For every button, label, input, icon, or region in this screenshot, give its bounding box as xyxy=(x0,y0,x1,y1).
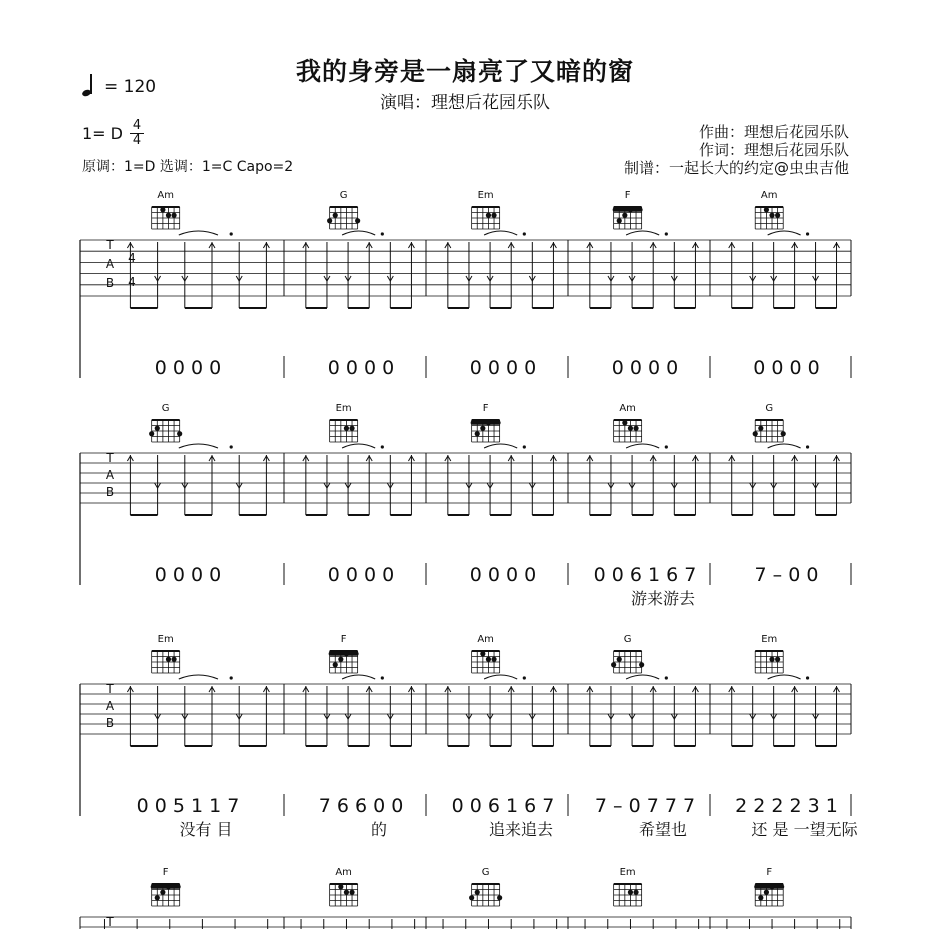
tab-letter-t: T xyxy=(106,238,114,252)
tempo-value: = 120 xyxy=(104,77,157,97)
chord-finger-dot xyxy=(344,426,349,431)
tab-system xyxy=(80,675,859,839)
staccato-dot xyxy=(523,232,526,235)
chord-finger-dot xyxy=(155,426,160,431)
chord-finger-dot xyxy=(491,213,496,218)
chord-finger-dot xyxy=(349,890,354,895)
chord-name: Am xyxy=(157,190,174,201)
chord-finger-dot xyxy=(622,213,627,218)
tab-system xyxy=(80,915,851,929)
tab-letter-t: T xyxy=(106,451,114,465)
chord-finger-dot xyxy=(633,426,638,431)
chord-finger-dot xyxy=(475,431,480,436)
chord-nut xyxy=(330,206,358,208)
staccato-dot xyxy=(381,232,384,235)
chord-diagram-am xyxy=(614,403,642,442)
jianpu-notes: 0 0 0 0 xyxy=(611,357,679,379)
chord-finger-dot xyxy=(166,657,171,662)
chord-diagram-g xyxy=(327,190,360,229)
chord-name: Am xyxy=(760,190,778,201)
staccato-dot xyxy=(806,676,809,679)
chord-finger-dot xyxy=(333,213,338,218)
staccato-dot xyxy=(381,676,384,679)
tab-letter-a: A xyxy=(105,468,115,482)
chord-name: G xyxy=(339,190,348,201)
chord-name: Am xyxy=(619,403,636,414)
jianpu-notes: 0 0 6 1 6 7 xyxy=(593,564,697,586)
jianpu-notes: 0 0 0 0 xyxy=(327,357,395,379)
chord-finger-dot xyxy=(617,657,622,662)
tab-timesig-top: 4 xyxy=(128,251,136,265)
chord-finger-dot xyxy=(475,890,480,895)
chord-diagram-am xyxy=(755,190,783,229)
tie-mark xyxy=(484,231,517,235)
chord-name: F xyxy=(624,190,631,201)
chord-finger-dot xyxy=(480,426,485,431)
tie-mark xyxy=(768,675,801,679)
chord-finger-dot xyxy=(628,207,633,212)
jianpu-notes: 0 0 0 0 xyxy=(753,357,820,379)
chord-name: G xyxy=(623,634,632,645)
staccato-dot xyxy=(523,445,526,448)
lyricist-credit: 作词：理想后花园乐队 xyxy=(698,141,849,159)
staccato-dot xyxy=(806,445,809,448)
chord-nut xyxy=(755,883,783,885)
chord-name: F xyxy=(482,403,489,414)
jianpu-notes: 0 0 0 0 xyxy=(469,564,537,586)
jianpu-notes: 7 – 0 7 7 7 xyxy=(594,795,696,817)
lyric-text: 游来游去 xyxy=(630,589,696,608)
chord-diagram-f xyxy=(329,634,359,673)
chord-name: Em xyxy=(477,190,494,201)
lyric-text: 还 是 一望无际 xyxy=(751,820,858,839)
chord-finger-dot xyxy=(160,890,165,895)
chord-finger-dot xyxy=(155,895,160,900)
jianpu-notes: 0 0 0 0 xyxy=(327,564,395,586)
chord-finger-dot xyxy=(486,657,491,662)
chord-finger-dot xyxy=(628,426,633,431)
chord-diagram-g xyxy=(611,634,644,673)
chord-barre xyxy=(613,208,643,212)
chord-finger-dot xyxy=(611,662,616,667)
chord-name: Em xyxy=(761,634,778,645)
tab-system xyxy=(80,231,851,379)
tab-letter-a: A xyxy=(105,699,115,713)
chord-nut xyxy=(614,650,642,652)
tie-mark xyxy=(342,444,375,448)
chord-nut xyxy=(472,883,500,885)
jianpu-notes: 0 0 0 0 xyxy=(469,357,537,379)
chord-barre xyxy=(471,421,501,425)
chord-nut xyxy=(330,650,358,652)
chord-diagram-em xyxy=(152,634,180,673)
chord-finger-dot xyxy=(149,431,154,436)
staccato-dot xyxy=(665,232,668,235)
chord-finger-dot xyxy=(758,426,763,431)
composer-credit: 作曲：理想后花园乐队 xyxy=(698,123,849,141)
tie-mark xyxy=(626,675,659,679)
chord-finger-dot xyxy=(639,662,644,667)
chord-name: Am xyxy=(477,634,494,645)
chord-finger-dot xyxy=(166,884,171,889)
chord-nut xyxy=(614,883,642,885)
staccato-dot xyxy=(230,676,233,679)
chord-finger-dot xyxy=(344,890,349,895)
chord-diagram-am xyxy=(152,190,180,229)
chord-nut xyxy=(152,206,180,208)
chord-finger-dot xyxy=(617,218,622,223)
tie-mark xyxy=(179,231,218,235)
chord-finger-dot xyxy=(764,890,769,895)
chord-diagram-f xyxy=(471,403,501,442)
tab-letter-b: B xyxy=(105,716,115,730)
jianpu-notes: 2 2 2 2 3 1 xyxy=(735,795,838,817)
chord-name: G xyxy=(765,403,774,414)
staccato-dot xyxy=(230,445,233,448)
chord-finger-dot xyxy=(171,213,176,218)
arranger-credit: 制谱：一起长大的约定@虫虫吉他 xyxy=(623,159,849,177)
tie-mark xyxy=(484,444,517,448)
chord-barre xyxy=(754,885,784,889)
chord-diagram-g xyxy=(149,403,182,442)
singer-line: 演唱：理想后花园乐队 xyxy=(380,93,550,113)
chord-finger-dot xyxy=(753,431,758,436)
chord-name: Em xyxy=(619,867,636,878)
chord-nut xyxy=(472,419,500,421)
chord-name: Em xyxy=(157,634,174,645)
chord-finger-dot xyxy=(769,657,774,662)
tab-letter-t: T xyxy=(106,915,114,929)
chord-finger-dot xyxy=(177,431,182,436)
chord-name: F xyxy=(340,634,347,645)
chord-diagram-am xyxy=(472,634,500,673)
staccato-dot xyxy=(806,232,809,235)
chord-diagram-am xyxy=(330,867,358,906)
chord-finger-dot xyxy=(338,657,343,662)
chord-nut xyxy=(330,883,358,885)
chord-finger-dot xyxy=(171,657,176,662)
chord-finger-dot xyxy=(622,420,627,425)
tie-mark xyxy=(626,444,659,448)
chord-diagram-em xyxy=(755,634,783,673)
jianpu-notes: 0 0 0 0 xyxy=(154,357,222,379)
chord-nut xyxy=(755,206,783,208)
lyric-text: 希望也 xyxy=(638,820,688,839)
staccato-dot xyxy=(381,445,384,448)
chord-finger-dot xyxy=(480,651,485,656)
tie-mark xyxy=(484,675,517,679)
tie-mark xyxy=(342,675,375,679)
chord-nut xyxy=(614,206,642,208)
chord-finger-dot xyxy=(769,213,774,218)
chord-finger-dot xyxy=(338,884,343,889)
chord-diagram-f xyxy=(151,867,181,906)
lyric-text: 追来追去 xyxy=(488,820,554,839)
chord-diagram-em xyxy=(472,190,500,229)
chord-finger-dot xyxy=(160,207,165,212)
tab-letter-b: B xyxy=(105,276,115,291)
staccato-dot xyxy=(665,676,668,679)
chord-nut xyxy=(614,419,642,421)
chord-finger-dot xyxy=(497,895,502,900)
chord-diagram-em xyxy=(330,403,358,442)
chord-finger-dot xyxy=(628,890,633,895)
chord-name: F xyxy=(766,867,773,878)
lyric-text: 没有 目 xyxy=(179,820,233,839)
chord-finger-dot xyxy=(355,218,360,223)
chord-nut xyxy=(152,419,180,421)
tab-timesig-bottom: 4 xyxy=(128,275,136,289)
chord-barre xyxy=(329,652,359,656)
chord-finger-dot xyxy=(775,657,780,662)
chord-nut xyxy=(330,419,358,421)
tab-letter-b: B xyxy=(105,485,115,499)
chord-nut xyxy=(472,650,500,652)
tab-system xyxy=(80,444,851,608)
chord-finger-dot xyxy=(486,420,491,425)
tie-mark xyxy=(342,231,375,235)
jianpu-notes: 7 6 6 0 0 xyxy=(318,795,404,817)
staccato-dot xyxy=(665,445,668,448)
chord-finger-dot xyxy=(758,895,763,900)
chord-finger-dot xyxy=(491,657,496,662)
jianpu-notes: 0 0 6 1 6 7 xyxy=(451,795,555,817)
time-sig-bottom: 4 xyxy=(130,133,144,148)
jianpu-notes: 7 – 0 0 xyxy=(754,564,819,586)
chord-nut xyxy=(472,206,500,208)
chord-finger-dot xyxy=(775,213,780,218)
chord-finger-dot xyxy=(469,895,474,900)
chord-barre xyxy=(151,885,181,889)
staccato-dot xyxy=(523,676,526,679)
jianpu-notes: 0 0 0 0 xyxy=(154,564,222,586)
chord-nut xyxy=(755,650,783,652)
key-signature: 1= D xyxy=(82,124,123,143)
song-title: 我的身旁是一扇亮了又暗的窗 xyxy=(295,57,634,86)
chord-diagram-f xyxy=(754,867,784,906)
chord-finger-dot xyxy=(633,890,638,895)
chord-finger-dot xyxy=(166,213,171,218)
chord-nut xyxy=(152,883,180,885)
chord-finger-dot xyxy=(781,431,786,436)
tab-letter-t: T xyxy=(106,682,114,696)
chord-finger-dot xyxy=(349,426,354,431)
lyric-text: 的 xyxy=(370,820,388,839)
chord-finger-dot xyxy=(486,213,491,218)
staccato-dot xyxy=(230,232,233,235)
chord-name: G xyxy=(161,403,170,414)
chord-diagram-em xyxy=(614,867,642,906)
jianpu-notes: 0 0 5 1 1 7 xyxy=(136,795,240,817)
tie-mark xyxy=(768,231,801,235)
chord-diagram-g xyxy=(469,867,502,906)
chord-name: G xyxy=(481,867,490,878)
tab-letter-a: A xyxy=(105,257,115,272)
chord-name: F xyxy=(162,867,169,878)
chord-finger-dot xyxy=(769,884,774,889)
chord-finger-dot xyxy=(327,218,332,223)
chord-nut xyxy=(152,650,180,652)
tie-mark xyxy=(179,444,218,448)
tie-mark xyxy=(626,231,659,235)
key-info-line: 原调：1=D 选调：1=C Capo=2 xyxy=(82,159,294,175)
chord-diagram-f xyxy=(613,190,643,229)
chord-diagram-g xyxy=(753,403,786,442)
tie-mark xyxy=(179,675,218,679)
chord-name: Am xyxy=(335,867,352,878)
chord-finger-dot xyxy=(764,207,769,212)
chord-nut xyxy=(755,419,783,421)
time-sig-top: 4 xyxy=(132,118,142,133)
chord-finger-dot xyxy=(333,662,338,667)
tie-mark xyxy=(768,444,801,448)
chord-name: Em xyxy=(335,403,352,414)
chord-finger-dot xyxy=(344,651,349,656)
